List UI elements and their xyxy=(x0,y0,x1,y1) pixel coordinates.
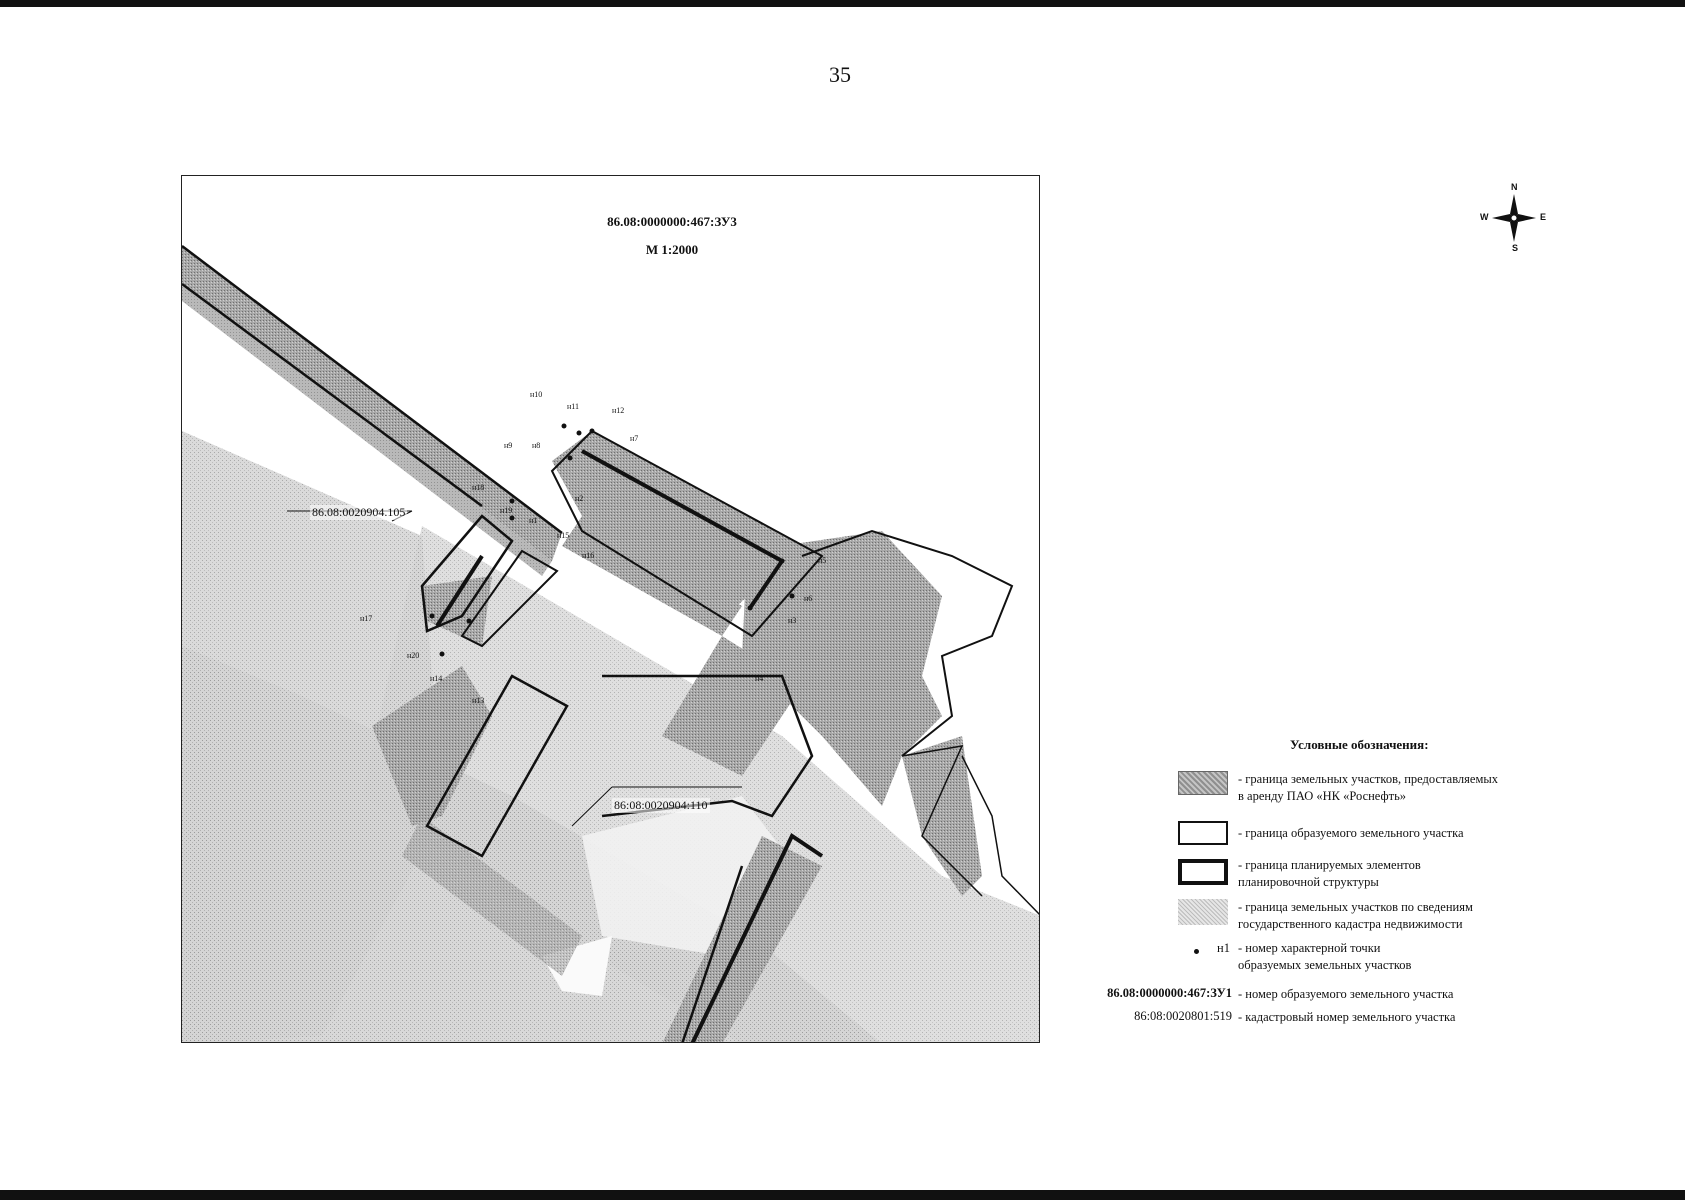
map-frame[interactable] xyxy=(181,175,1040,1043)
top-border-bar xyxy=(0,0,1685,7)
formed-parcel-swatch xyxy=(1178,821,1228,845)
point-label: н6 xyxy=(804,594,813,603)
legend-item-point: - номер характерной точки образуемых земельных участков xyxy=(1238,941,1412,972)
compass-s: S xyxy=(1512,243,1519,253)
point-label: н20 xyxy=(407,651,420,660)
point-label: н2 xyxy=(575,494,584,503)
legend-item-lease: - граница земельных участков, предоставляемых в аренду ПАО «НК «Роснефть» xyxy=(1238,772,1499,803)
compass-rose xyxy=(1480,182,1547,253)
compass-e: E xyxy=(1540,212,1547,222)
point-label: н9 xyxy=(504,441,513,450)
parcel-label[interactable]: 86:08:0020904:110 xyxy=(614,798,708,812)
point-label: н5 xyxy=(818,556,827,565)
point-label: н17 xyxy=(360,614,373,623)
point-label: н18 xyxy=(472,483,485,492)
point-label: н11 xyxy=(567,402,579,411)
lease-boundary-swatch xyxy=(1178,771,1228,795)
point-label: н13 xyxy=(472,696,485,705)
point-label: н1 xyxy=(529,516,538,525)
point-label: н3 xyxy=(788,616,797,625)
point-label: н7 xyxy=(630,434,639,443)
legend-sample-formed-number: 86.08:0000000:467:ЗУ1 xyxy=(1107,986,1232,1000)
legend-sample-point: н1 xyxy=(1217,941,1230,955)
point-label: н14 xyxy=(430,674,443,683)
legend-item-cadastral-number: - кадастровый номер земельного участка xyxy=(1238,1010,1456,1024)
parcel-label[interactable]: 86.08:0020904.105 xyxy=(312,505,406,519)
legend-sample-cadastral-number: 86:08:0020801:519 xyxy=(1134,1009,1232,1023)
legend-title: Условные обозначения: xyxy=(1290,737,1429,752)
point-label: н4 xyxy=(755,674,764,683)
point-label: н10 xyxy=(530,390,543,399)
map-drawing xyxy=(182,176,1040,1043)
point-label: н12 xyxy=(612,406,625,415)
point-label: н19 xyxy=(500,506,513,515)
point-label: н15 xyxy=(557,531,570,540)
point-dot-icon xyxy=(1194,949,1199,954)
planning-elements-swatch xyxy=(1178,859,1228,885)
map-title: 86.08:0000000:467:ЗУ3 xyxy=(607,214,737,229)
legend-item-planning: - граница планируемых элементов планировочной структуры xyxy=(1238,858,1421,889)
bottom-border-bar xyxy=(0,1190,1685,1200)
legend-item-cadastre: - граница земельных участков по сведениям государственного кадастра недвижимости xyxy=(1238,900,1473,931)
page-number: 35 xyxy=(829,62,851,87)
legend-item-formed-number: - номер образуемого земельного участка xyxy=(1238,987,1454,1001)
legend-item-formed: - граница образуемого земельного участка xyxy=(1238,826,1464,840)
map-scale: М 1:2000 xyxy=(645,242,699,257)
compass-star-icon xyxy=(1482,186,1546,250)
point-label: н16 xyxy=(582,551,595,560)
point-label: н8 xyxy=(532,441,541,450)
cadastre-swatch xyxy=(1178,899,1228,925)
compass-n: N xyxy=(1511,182,1518,192)
compass-w: W xyxy=(1480,212,1489,222)
